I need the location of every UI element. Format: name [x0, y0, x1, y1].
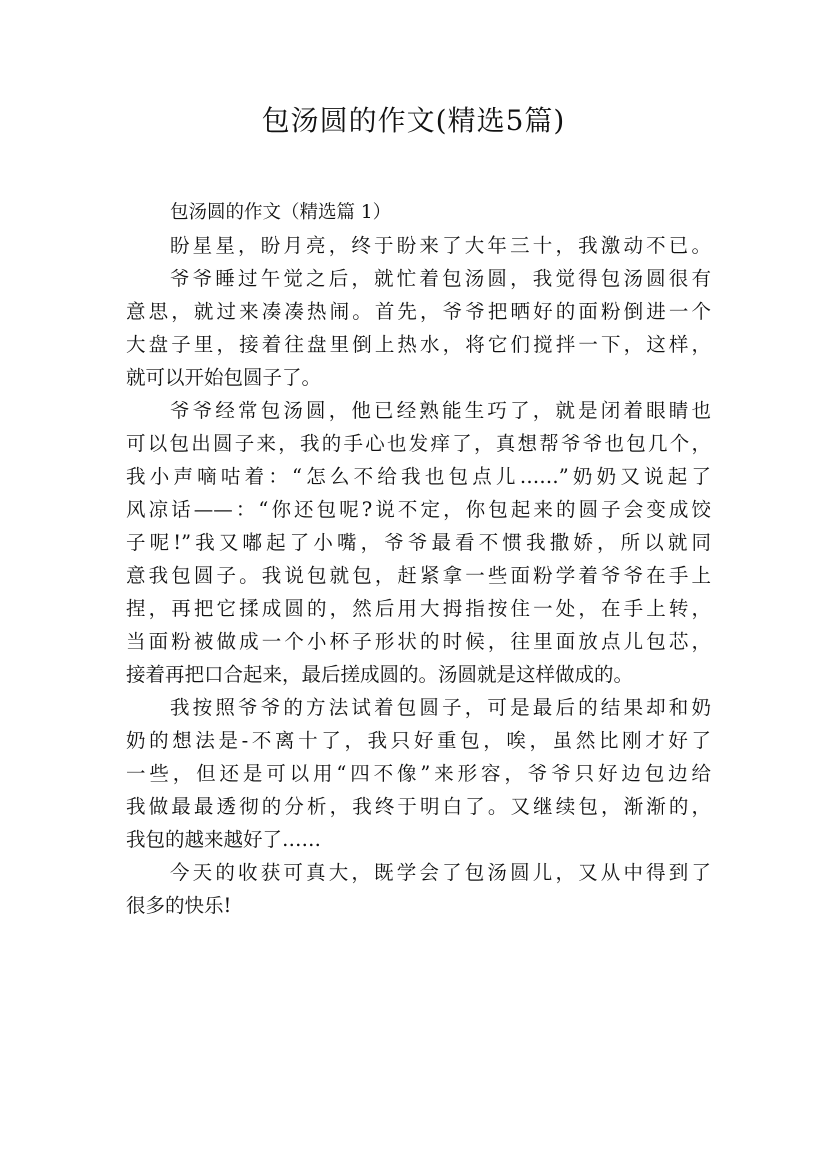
document-title: 包汤圆的作文(精选5篇) — [261, 104, 566, 137]
text-line: 我包的越来越好了…… — [126, 828, 322, 851]
essay-body — [126, 196, 711, 922]
text-line: 爷爷睡过午觉之后，就忙着包汤圆，我觉得包汤圆很有 — [170, 267, 711, 290]
text-line: 可以包出圆子来，我的手心也发痒了，真想帮爷爷也包几个， — [126, 432, 711, 455]
text-line: 捏，再把它揉成圆的，然后用大拇指按住一处，在手上转， — [126, 597, 711, 620]
text-line: 接着再把口合起来，最后搓成圆的。汤圆就是这样做成的。 — [126, 663, 634, 686]
text-line: 今天的收获可真大，既学会了包汤圆儿，又从中得到了 — [170, 861, 711, 884]
text-line: 奶的想法是-不离十了，我只好重包，唉，虽然比刚才好了 — [126, 729, 711, 752]
section-heading: 包汤圆的作文（精选篇 1） — [170, 202, 392, 223]
text-line: 盼星星，盼月亮，终于盼来了大年三十，我激动不已。 — [170, 234, 711, 257]
text-line: 一些，但还是可以用“四不像”来形容，爷爷只好边包边给 — [126, 762, 711, 785]
text-line: 意我包圆子。我说包就包，赶紧拿一些面粉学着爷爷在手上 — [126, 564, 711, 587]
text-line: 当面粉被做成一个小杯子形状的时候，往里面放点儿包芯， — [126, 630, 711, 653]
text-line: 子呢!”我又嘟起了小嘴，爷爷最看不惯我撒娇，所以就同 — [126, 531, 711, 554]
text-line: 爷爷经常包汤圆，他已经熟能生巧了，就是闭着眼睛也 — [170, 399, 711, 422]
text-line: 风凉话——：“你还包呢?说不定，你包起来的圆子会变成饺 — [126, 498, 711, 521]
text-line: 大盘子里，接着往盘里倒上热水，将它们搅拌一下，这样， — [126, 333, 711, 356]
text-line: 我做最最透彻的分析，我终于明白了。又继续包，渐渐的， — [126, 795, 711, 818]
text-line: 我小声嘀咕着：“怎么不给我也包点儿……”奶奶又说起了 — [126, 465, 711, 488]
text-line: 就可以开始包圆子了。 — [126, 366, 322, 389]
text-line: 意思，就过来凑凑热闹。首先，爷爷把晒好的面粉倒进一个 — [126, 300, 711, 323]
text-line: 我按照爷爷的方法试着包圆子，可是最后的结果却和奶 — [170, 696, 711, 719]
text-line: 很多的快乐! — [126, 894, 232, 917]
